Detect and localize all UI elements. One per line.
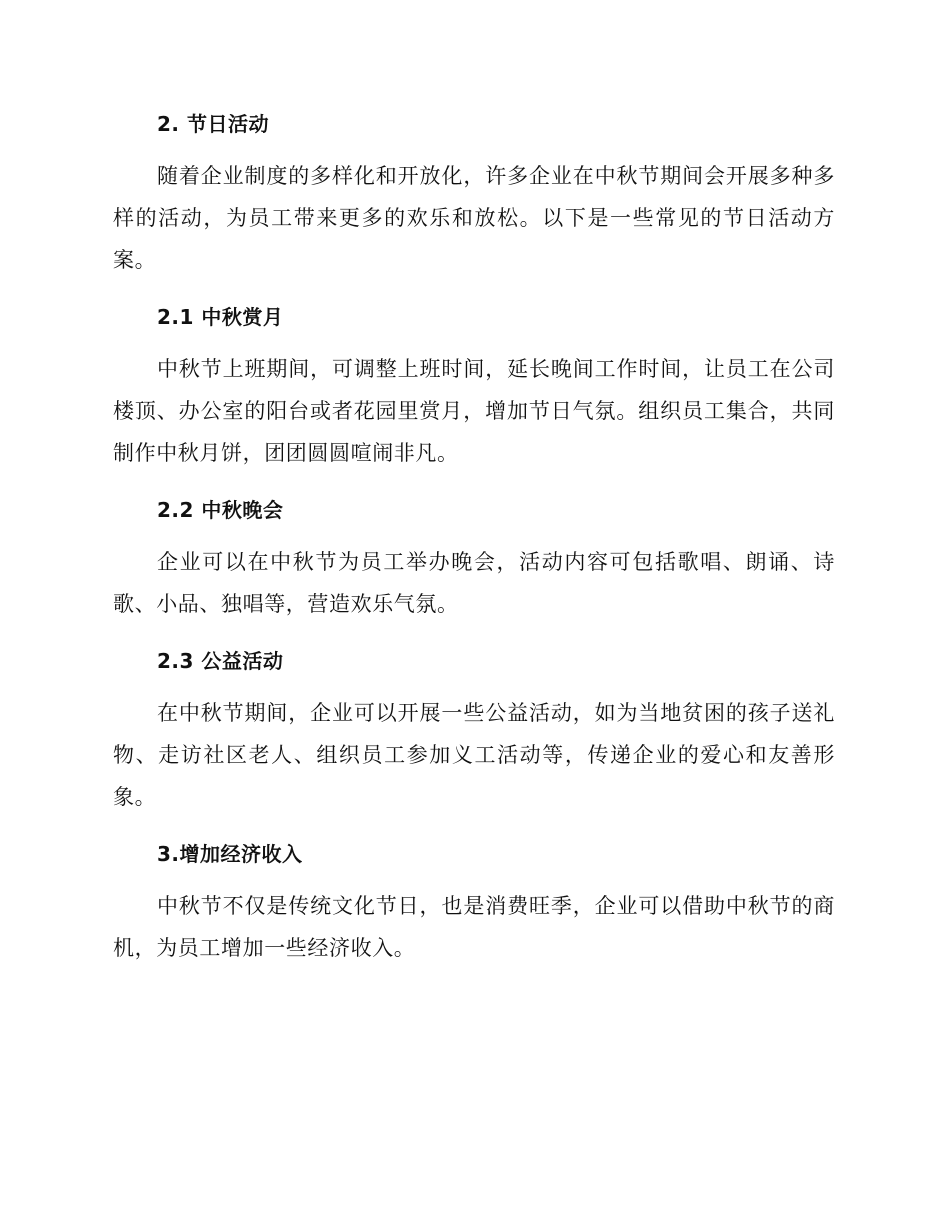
section-paragraph-charity: 在中秋节期间，企业可以开展一些公益活动，如为当地贫困的孩子送礼物、走访社区老人、组织员工参加义工活动等，传递企业的爱心和友善形象。 — [113, 701, 835, 809]
section-paragraph-festival-activities: 随着企业制度的多样化和开放化，许多企业在中秋节期间会开展多种多样的活动，为员工带来更多的欢乐和放松。以下是一些常见的节日活动方案。 — [113, 164, 835, 272]
section-paragraph-moon-viewing: 中秋节上班期间，可调整上班时间，延长晚间工作时间，让员工在公司楼顶、办公室的阳台或者花园里赏月，增加节日气氛。组织员工集合，共同制作中秋月饼，团团圆圆喧闹非凡。 — [113, 357, 835, 465]
section-paragraph-income: 中秋节不仅是传统文化节日，也是消费旺季，企业可以借助中秋节的商机，为员工增加一些经济收入。 — [113, 894, 835, 960]
section-heading-evening-gala: 2.2 中秋晚会 — [157, 498, 284, 522]
section-heading-charity: 2.3 公益活动 — [157, 649, 284, 673]
section-heading-income: 3.增加经济收入 — [157, 842, 303, 866]
section-heading-festival-activities: 2. 节日活动 — [157, 112, 269, 136]
section-heading-moon-viewing: 2.1 中秋赏月 — [157, 305, 284, 329]
document-body — [113, 108, 835, 969]
section-paragraph-evening-gala: 企业可以在中秋节为员工举办晚会，活动内容可包括歌唱、朗诵、诗歌、小品、独唱等，营造欢乐气氛。 — [113, 550, 835, 616]
